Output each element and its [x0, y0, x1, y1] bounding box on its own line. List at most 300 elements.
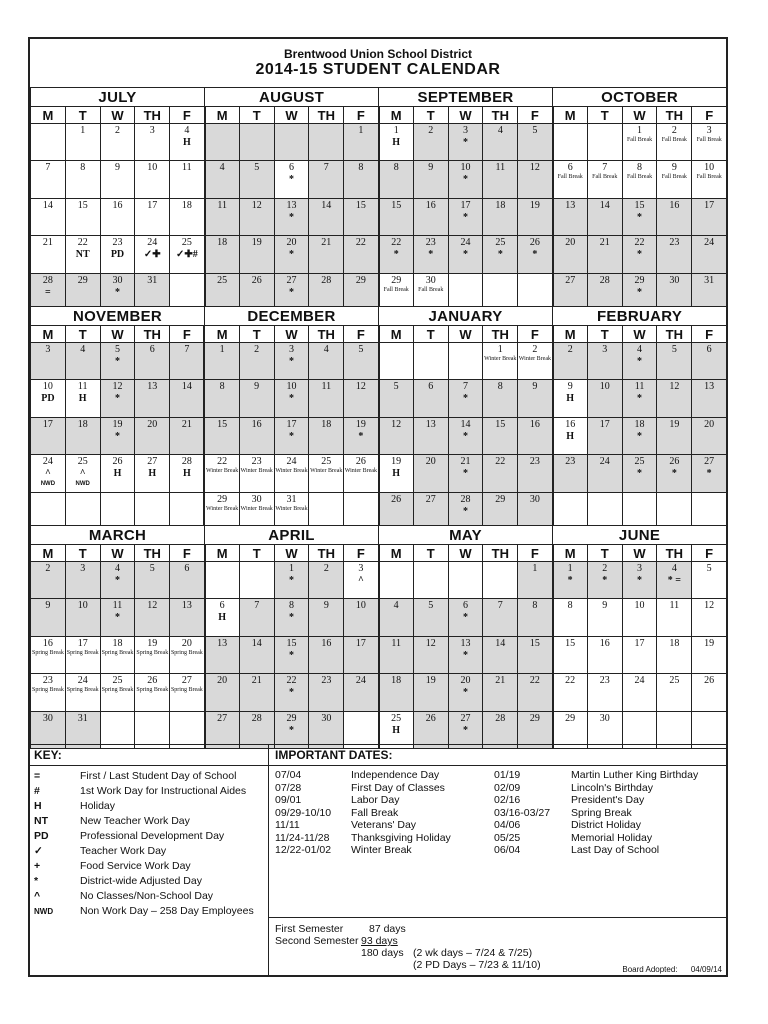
day-cell — [100, 492, 135, 529]
day-number: 20 — [565, 237, 576, 249]
day-cell — [518, 273, 553, 310]
day-cell — [204, 492, 239, 529]
day-cell — [692, 161, 727, 198]
day-cell — [344, 711, 379, 748]
day-cell — [239, 273, 274, 310]
day-number: 8 — [80, 162, 86, 174]
day-note: Fall Break — [626, 137, 653, 143]
day-cell — [448, 711, 483, 748]
day-cell — [483, 711, 518, 748]
day-number: 10 — [634, 600, 645, 612]
day-number: 19 — [147, 637, 158, 649]
day-number: 1 — [532, 563, 538, 574]
day-cell — [135, 599, 170, 636]
weekday-header: F — [692, 545, 727, 562]
day-number: 25 — [669, 675, 680, 687]
day-code: * — [463, 612, 468, 624]
weekday-header: F — [170, 326, 205, 343]
day-cell — [170, 380, 205, 417]
day-note: Spring Break — [101, 687, 134, 694]
day-number: 30 — [529, 493, 540, 505]
day-cell — [204, 455, 239, 492]
month-name: SEPTEMBER — [379, 88, 553, 107]
day-code: * — [637, 468, 643, 480]
day-number: 13 — [565, 199, 576, 211]
day-number: 16 — [669, 199, 680, 211]
day-cell — [518, 124, 553, 161]
day-cell — [344, 562, 379, 599]
day-cell — [65, 562, 100, 599]
day-number: 26 — [147, 675, 158, 687]
day-number: 24 — [599, 456, 610, 468]
day-cell — [31, 492, 66, 529]
day-cell — [553, 380, 588, 417]
day-number: 11 — [669, 600, 680, 612]
day-number: 2 — [45, 563, 51, 574]
day-cell — [274, 198, 309, 235]
day-cell — [448, 562, 483, 599]
important-event: Last Day of School — [571, 844, 660, 856]
key-item — [34, 799, 115, 813]
board-adopted — [622, 965, 722, 974]
day-number: 16 — [565, 418, 576, 430]
day-cell — [692, 492, 727, 529]
weekday-header: T — [413, 107, 448, 124]
day-note: Fall Break — [592, 174, 618, 181]
weekday-header: T — [239, 326, 274, 343]
day-number: 12 — [704, 600, 715, 612]
day-number: 10 — [42, 381, 53, 393]
day-cell — [587, 492, 622, 529]
day-cell — [204, 380, 239, 417]
weekday-header: TH — [309, 107, 344, 124]
day-note: Spring Break — [66, 687, 99, 694]
weekday-header: T — [65, 326, 100, 343]
day-number: 19 — [704, 637, 715, 649]
day-cell — [587, 636, 622, 673]
important-date: 05/25 — [494, 831, 521, 844]
important-date: 03/16-03/27 — [494, 806, 551, 819]
day-number: 16 — [251, 418, 262, 430]
day-cell — [692, 711, 727, 748]
weekday-header: M — [31, 107, 66, 124]
day-cell — [483, 124, 518, 161]
day-cell — [483, 198, 518, 235]
day-number: 31 — [286, 493, 297, 505]
month-name: NOVEMBER — [31, 307, 205, 326]
day-number: 9 — [254, 381, 260, 393]
day-cell — [622, 599, 657, 636]
day-number: 17 — [634, 637, 645, 649]
day-cell — [553, 417, 588, 454]
day-number: 26 — [251, 274, 262, 286]
day-cell — [518, 198, 553, 235]
day-code: * — [289, 174, 294, 186]
day-number: 5 — [393, 381, 399, 393]
day-number: 10 — [704, 162, 715, 174]
day-number: 11 — [77, 381, 88, 393]
day-note: Fall Break — [626, 174, 653, 181]
day-cell — [205, 124, 240, 161]
day-cell — [657, 674, 692, 711]
day-code: * — [289, 575, 295, 586]
important-event: District Holiday — [571, 819, 642, 831]
important-event: Veterans' Day — [351, 819, 417, 831]
day-cell — [274, 562, 309, 599]
day-number: 15 — [217, 418, 228, 430]
day-number: 17 — [286, 418, 297, 430]
day-number: 9 — [114, 162, 120, 174]
day-cell — [65, 343, 100, 380]
day-cell — [135, 562, 170, 599]
day-cell — [100, 711, 135, 748]
day-number: 7 — [323, 162, 329, 174]
day-number: 30 — [42, 712, 53, 724]
day-number: 28 — [42, 274, 53, 286]
day-cell — [692, 599, 727, 636]
day-cell — [205, 198, 240, 235]
day-cell — [622, 161, 657, 198]
day-cell — [483, 492, 518, 529]
day-cell — [344, 161, 379, 198]
calendar-header — [30, 39, 726, 88]
day-number: 20 — [704, 418, 715, 430]
day-number: 7 — [184, 344, 190, 355]
weekday-header: W — [100, 545, 135, 562]
day-cell — [309, 674, 344, 711]
key-symbol: ✓ — [34, 845, 43, 857]
day-number: 4 — [184, 125, 190, 136]
day-number: 3 — [288, 344, 294, 355]
weekday-header: W — [100, 326, 135, 343]
day-cell — [309, 236, 344, 273]
day-number: 4 — [393, 600, 399, 612]
day-note: Winter Break — [275, 468, 308, 475]
day-cell — [65, 417, 100, 454]
day-code: H — [392, 137, 401, 148]
day-number: 2 — [671, 125, 677, 136]
day-cell — [135, 198, 170, 235]
day-number: 24 — [286, 456, 297, 468]
day-number: 1 — [637, 125, 643, 136]
day-cell — [657, 562, 692, 599]
day-number: 21 — [599, 237, 610, 249]
day-cell — [344, 198, 379, 235]
day-number: 26 — [669, 456, 680, 468]
day-cell — [344, 273, 379, 310]
day-code: * — [637, 249, 643, 261]
day-number: 7 — [462, 381, 468, 393]
day-number: 14 — [460, 418, 471, 430]
important-date: 02/09 — [494, 781, 521, 794]
day-number: 23 — [425, 237, 436, 249]
day-number: 12 — [251, 199, 262, 211]
day-cell — [448, 273, 483, 310]
day-cell — [413, 562, 448, 599]
day-cell — [413, 273, 448, 310]
day-cell — [344, 455, 379, 492]
day-code: * — [114, 356, 120, 367]
weekday-header: TH — [657, 545, 692, 562]
day-number: 29 — [529, 712, 540, 724]
day-cell — [622, 455, 657, 492]
day-cell — [170, 636, 205, 673]
day-number: 2 — [254, 344, 260, 355]
day-cell — [135, 236, 170, 273]
day-cell — [413, 236, 448, 273]
day-number: 7 — [45, 162, 51, 174]
day-number: 1 — [358, 125, 364, 136]
day-cell — [274, 674, 309, 711]
district-name: Brentwood Union School District — [284, 47, 472, 61]
day-number: 31 — [147, 274, 158, 286]
day-cell — [379, 198, 414, 235]
day-cell — [239, 124, 274, 161]
day-cell — [657, 492, 692, 529]
day-cell — [31, 124, 66, 161]
day-cell — [205, 636, 240, 673]
day-number: 11 — [391, 637, 401, 649]
semester-note-1: (2 wk days – 7/24 & 7/25) — [413, 947, 533, 959]
day-cell — [518, 562, 553, 599]
day-cell — [587, 161, 622, 198]
day-cell — [657, 198, 692, 235]
day-code: * — [462, 505, 468, 517]
day-cell — [553, 273, 588, 310]
day-cell — [587, 343, 622, 380]
day-number: 8 — [393, 162, 399, 174]
day-cell — [448, 124, 483, 161]
month-name: DECEMBER — [204, 307, 378, 326]
day-cell — [413, 711, 448, 748]
day-number: 30 — [321, 712, 332, 724]
day-number: 26 — [112, 456, 123, 468]
day-cell — [31, 343, 66, 380]
day-cell — [483, 455, 518, 492]
day-number: 25 — [181, 237, 192, 249]
day-code: H — [148, 468, 157, 480]
day-number: 25 — [77, 456, 88, 468]
day-number: 28 — [599, 274, 610, 286]
day-cell — [413, 198, 448, 235]
day-code: PD — [41, 393, 55, 405]
day-number: 13 — [217, 637, 228, 649]
day-cell — [65, 711, 100, 748]
key-symbol: PD — [34, 830, 49, 842]
day-cell — [204, 417, 239, 454]
day-number: 21 — [321, 237, 332, 249]
day-number: 13 — [460, 637, 471, 649]
day-number: 10 — [147, 162, 158, 174]
day-number: 17 — [599, 418, 610, 430]
day-number: 19 — [529, 199, 540, 211]
day-number: 9 — [323, 600, 329, 612]
day-number: 11 — [321, 381, 332, 393]
day-cell — [379, 492, 414, 529]
weekday-header: F — [692, 107, 727, 124]
day-cell — [692, 273, 727, 310]
day-code: H — [566, 430, 575, 442]
day-number: 20 — [460, 675, 471, 687]
day-number: 5 — [149, 563, 155, 574]
weekday-header: TH — [309, 545, 344, 562]
weekday-header: W — [100, 107, 135, 124]
day-cell — [518, 161, 553, 198]
day-code: * — [463, 174, 469, 186]
day-cell — [135, 492, 170, 529]
day-number: 1 — [289, 563, 295, 574]
day-cell — [448, 236, 483, 273]
day-cell — [205, 236, 240, 273]
day-number: 10 — [77, 600, 88, 612]
day-number: 22 — [565, 675, 576, 687]
day-number: 17 — [77, 637, 88, 649]
day-number: 4 — [114, 563, 120, 574]
day-cell — [274, 417, 309, 454]
day-cell — [344, 492, 379, 529]
day-number: 23 — [565, 456, 576, 468]
day-cell — [483, 562, 518, 599]
day-number: 22 — [217, 456, 228, 468]
day-number: 20 — [425, 456, 436, 468]
day-cell — [622, 711, 657, 748]
day-note: Fall Break — [557, 174, 583, 181]
day-number: 22 — [286, 675, 297, 687]
day-code: * — [463, 724, 468, 736]
important-event: President's Day — [571, 794, 645, 806]
day-cell — [413, 599, 448, 636]
first-semester-label: First Semester — [275, 923, 344, 935]
day-number: 26 — [425, 712, 436, 724]
day-number: 9 — [671, 162, 677, 174]
day-cell — [553, 599, 588, 636]
day-code: * — [289, 687, 295, 699]
day-number: 14 — [251, 637, 262, 649]
day-cell — [379, 599, 414, 636]
weekday-header: T — [587, 107, 622, 124]
weekday-header: M — [205, 545, 240, 562]
day-cell — [518, 343, 553, 380]
key-symbol: # — [34, 785, 40, 797]
day-code: * — [289, 211, 294, 223]
day-number: 5 — [428, 600, 434, 612]
day-code: * — [463, 649, 468, 661]
day-cell — [100, 562, 135, 599]
day-number: 19 — [355, 418, 366, 430]
day-code: = — [45, 286, 51, 298]
day-cell — [100, 124, 135, 161]
day-cell — [553, 236, 588, 273]
day-note: Spring Break — [136, 687, 169, 694]
day-number: 3 — [149, 125, 155, 136]
day-cell — [413, 343, 448, 380]
day-number: 5 — [671, 344, 677, 355]
day-number: 14 — [42, 199, 53, 211]
important-event: Labor Day — [351, 794, 400, 806]
day-cell — [205, 599, 240, 636]
day-code: H — [218, 612, 227, 624]
day-cell — [135, 380, 170, 417]
weekday-header: T — [65, 107, 100, 124]
day-cell — [344, 236, 379, 273]
important-date: 09/01 — [275, 794, 302, 806]
day-number: 25 — [495, 237, 506, 249]
weekday-header: F — [170, 107, 205, 124]
day-number: 1 — [567, 563, 573, 574]
day-cell — [100, 599, 135, 636]
day-number: 3 — [463, 125, 469, 136]
day-number: 14 — [495, 637, 506, 649]
day-note: Spring Break — [31, 687, 64, 694]
day-cell — [170, 198, 205, 235]
day-cell — [170, 273, 205, 310]
day-cell — [204, 343, 239, 380]
day-number: 23 — [42, 675, 53, 687]
day-cell — [657, 124, 692, 161]
day-number: 5 — [254, 162, 260, 174]
day-cell — [448, 636, 483, 673]
day-cell — [31, 599, 66, 636]
important-event: Thanksgiving Holiday — [351, 831, 451, 844]
day-code: ✓✚# — [175, 249, 198, 261]
day-cell — [379, 636, 414, 673]
day-code: * — [288, 356, 294, 367]
day-number: 15 — [529, 637, 540, 649]
day-number: 1 — [219, 344, 225, 355]
month-name: JANUARY — [379, 307, 553, 326]
day-cell — [692, 380, 727, 417]
day-cell — [587, 562, 622, 599]
day-number: 2 — [602, 563, 608, 574]
day-number: 4 — [219, 162, 225, 174]
day-cell — [170, 599, 205, 636]
day-cell — [65, 455, 100, 492]
key-panel — [30, 745, 269, 976]
important-event: Independence Day — [351, 769, 440, 781]
day-cell — [553, 711, 588, 748]
day-cell — [657, 711, 692, 748]
day-cell — [657, 599, 692, 636]
day-code: * — [289, 612, 295, 624]
day-cell — [553, 343, 588, 380]
day-cell — [379, 417, 414, 454]
day-number: 5 — [532, 125, 538, 136]
day-number: 4 — [637, 344, 643, 355]
day-cell — [587, 124, 622, 161]
day-cell — [587, 380, 622, 417]
day-cell — [448, 161, 483, 198]
day-number: 15 — [286, 637, 297, 649]
day-cell — [239, 492, 274, 529]
day-cell — [448, 455, 483, 492]
day-cell — [448, 198, 483, 235]
day-cell — [65, 636, 100, 673]
day-cell — [553, 562, 588, 599]
day-cell — [483, 273, 518, 310]
day-cell — [100, 273, 135, 310]
day-cell — [518, 455, 553, 492]
calendar-band-1 — [30, 87, 726, 311]
day-cell — [587, 198, 622, 235]
key-item — [34, 859, 191, 873]
day-number: 24 — [147, 237, 158, 249]
day-cell — [309, 599, 344, 636]
day-cell — [518, 711, 553, 748]
day-number: 6 — [567, 162, 573, 174]
day-cell — [344, 417, 379, 454]
day-note: Winter Break — [344, 468, 377, 475]
day-cell — [239, 161, 274, 198]
